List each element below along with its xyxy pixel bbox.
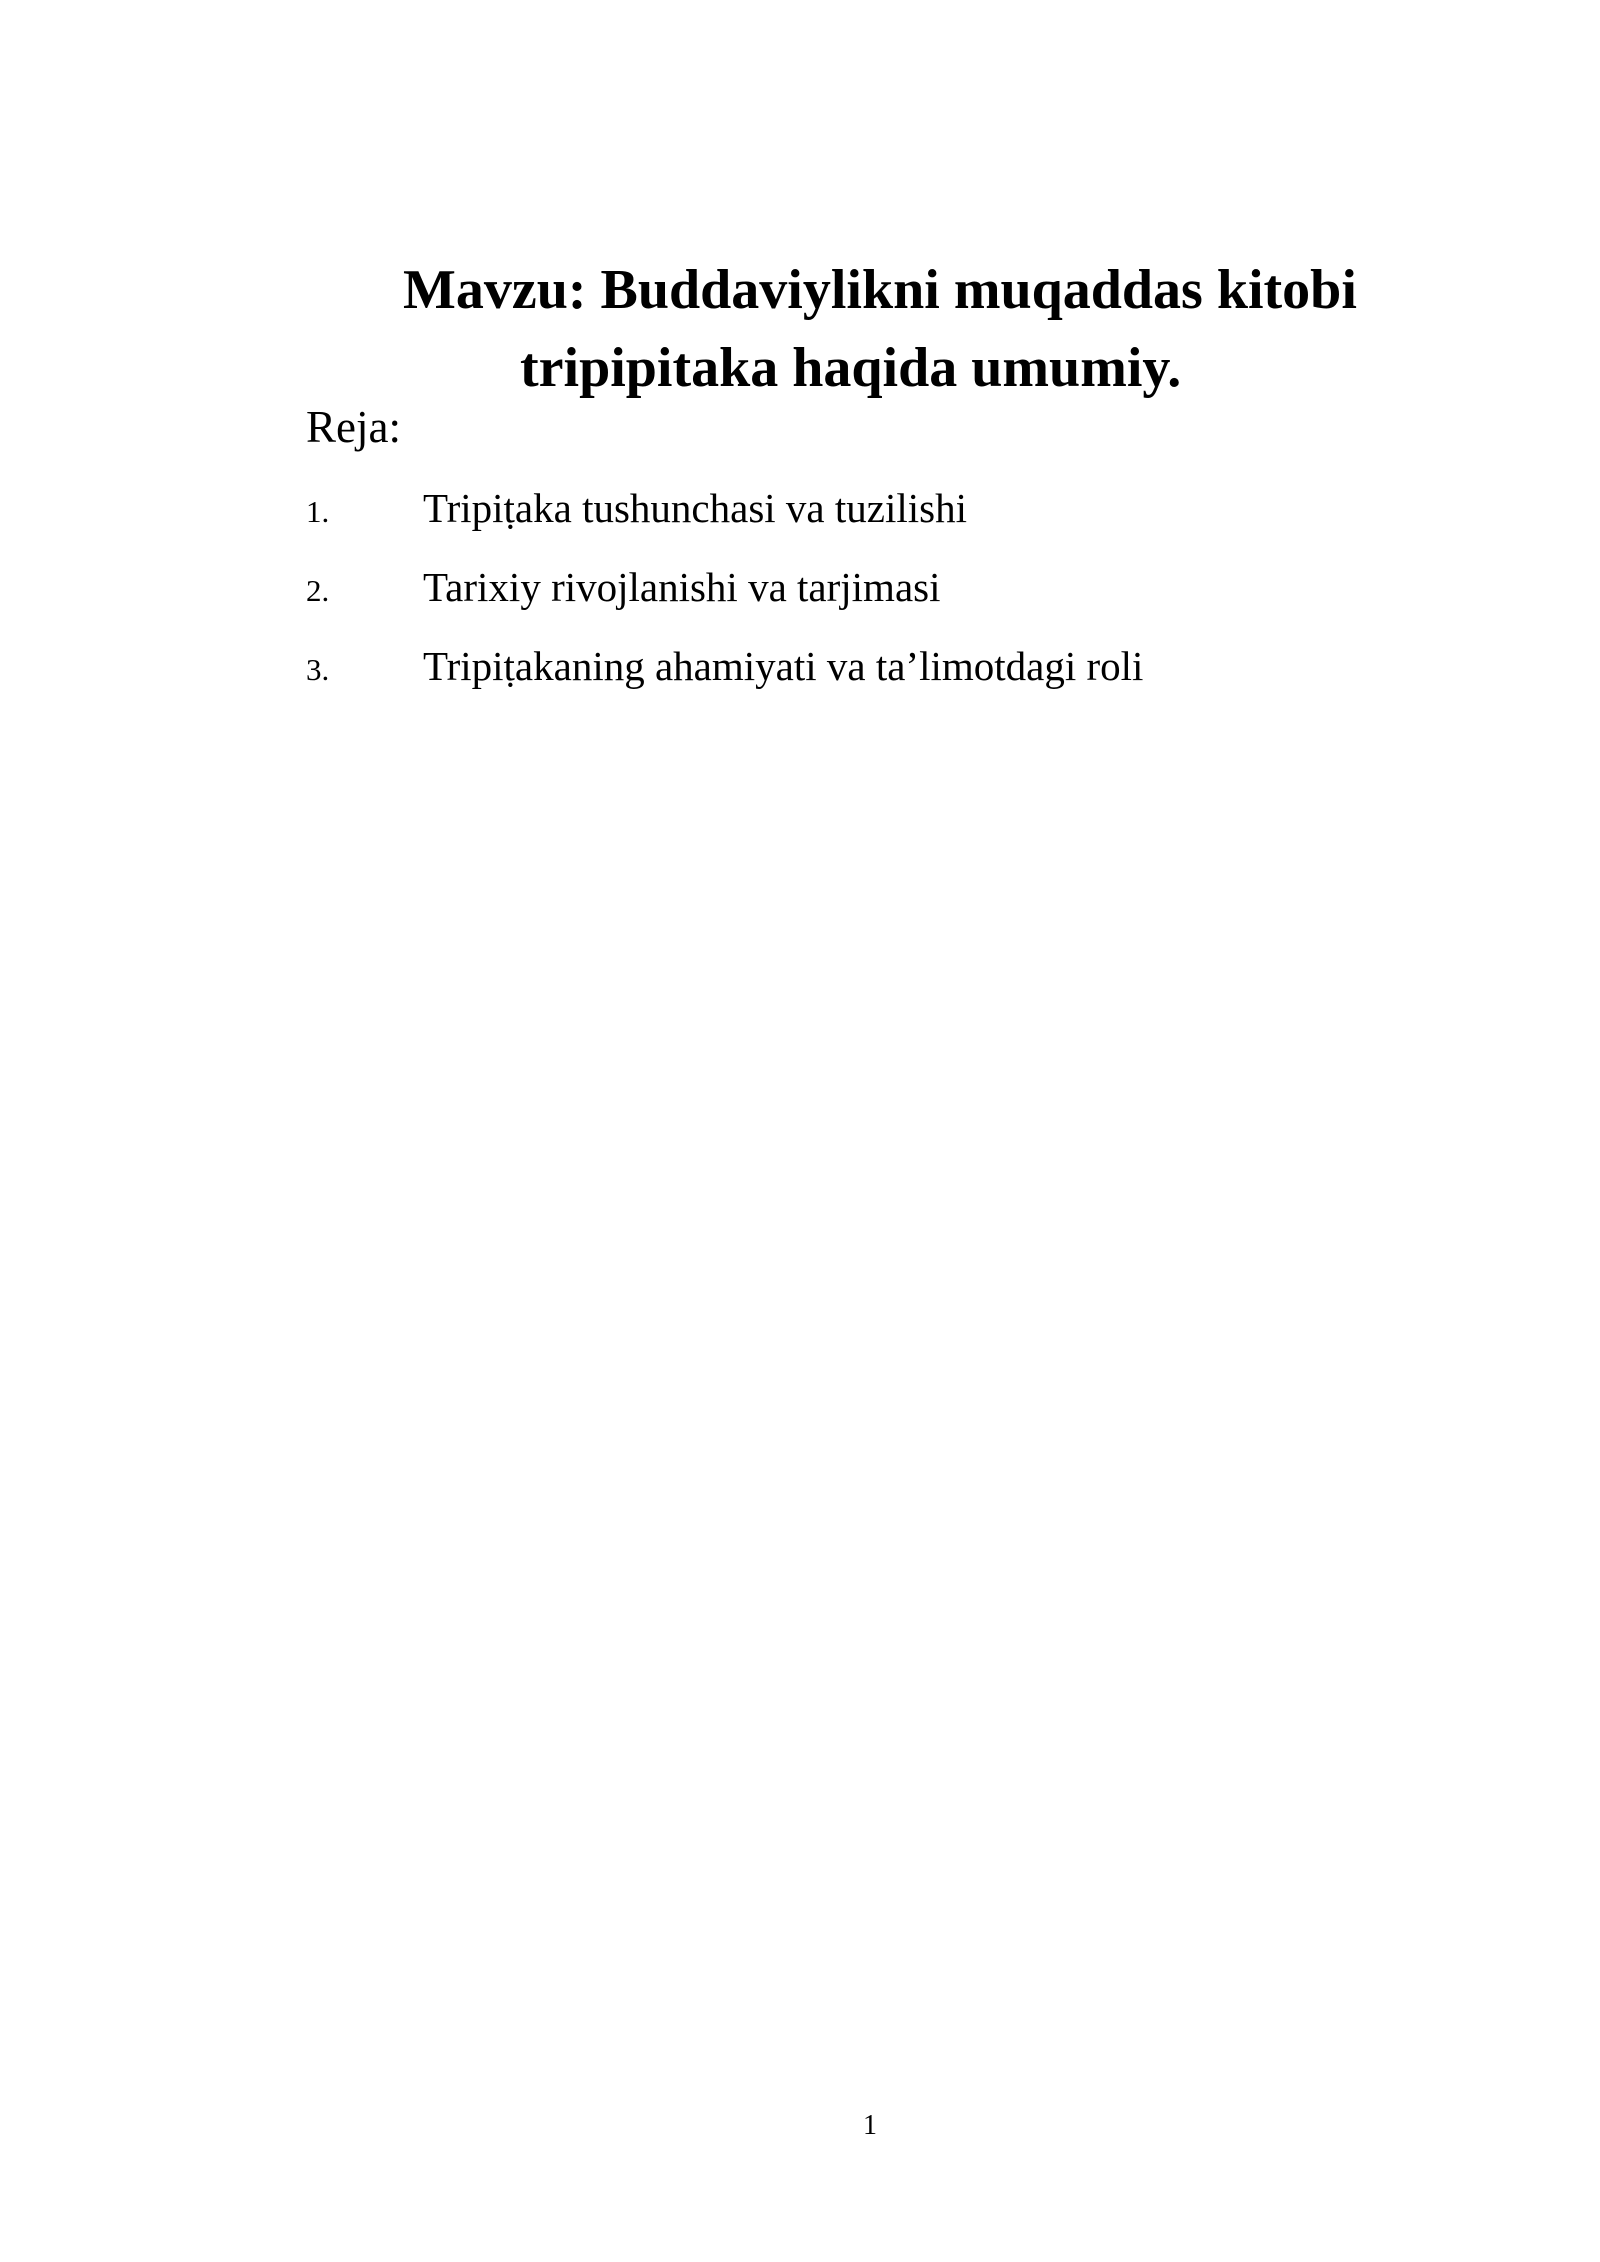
plan-item-text: Tarixiy rivojlanishi va tarjimasi [423,564,941,610]
plan-item-number: 2. [306,573,330,608]
page-number: 1 [863,2110,877,2141]
title-line-2: tripipitaka haqida umumiy. [520,337,1182,399]
plan-item-number: 3. [306,652,330,687]
plan-item-number: 1. [306,494,330,529]
plan-heading: Reja: [306,402,401,452]
title-line-1: Mavzu: Buddaviylikni muqaddas kitobi [403,259,1357,321]
plan-item-text: Tripiṭaka tushunchasi va tuzilishi [423,485,967,531]
plan-item-text: Tripiṭakaning ahamiyati va ta’limotdagi roli [423,643,1144,689]
